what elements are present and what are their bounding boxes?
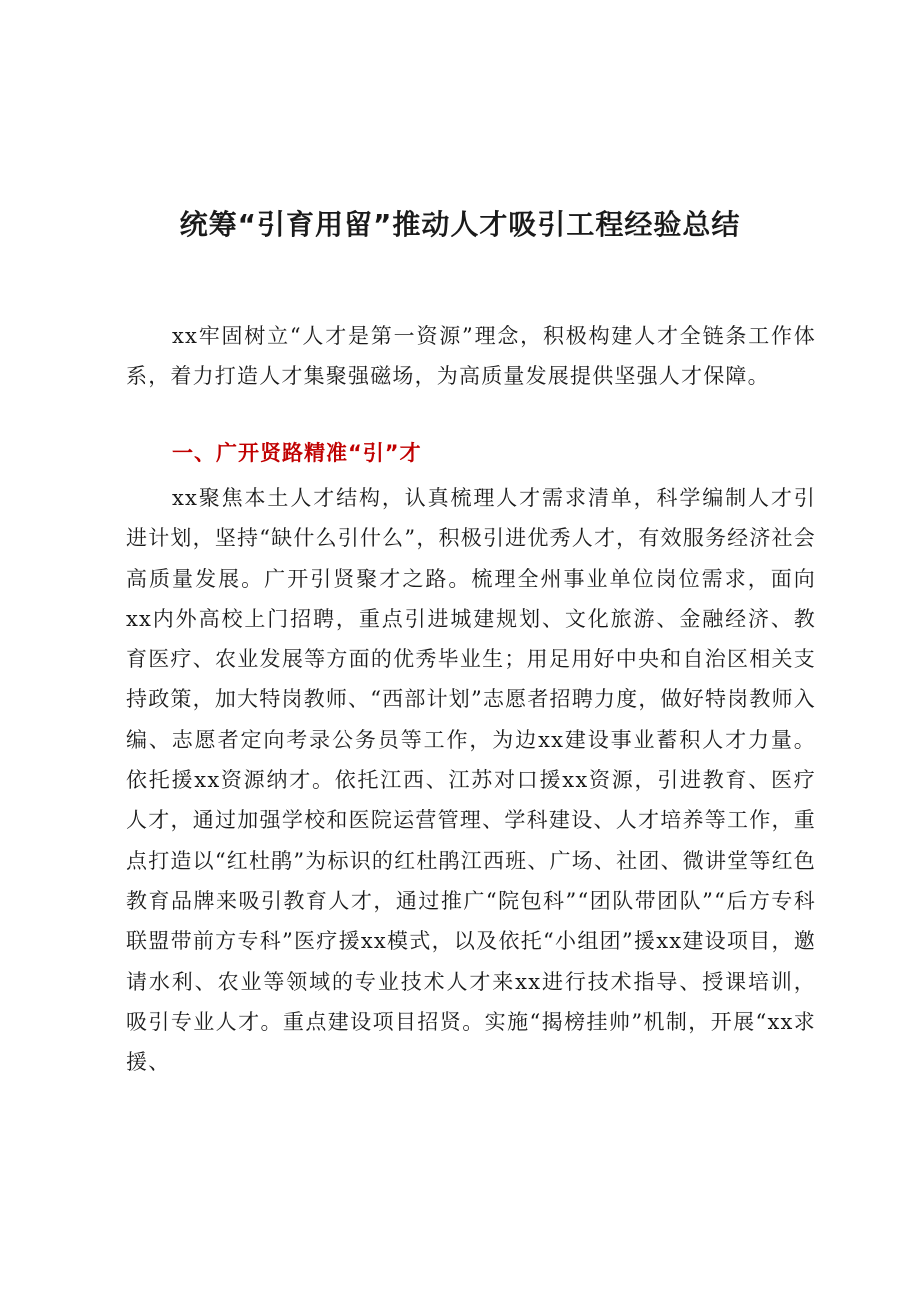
document-title: 统筹“引育用留”推动人才吸引工程经验总结 bbox=[179, 207, 741, 241]
intro-paragraph: xx牢固树立“人才是第一资源”理念，积极构建人才全链条工作体系，着力打造人才集聚强磁场，为高质量发展提供坚强人才保障。 bbox=[126, 324, 816, 389]
section-heading-1: 一、广开贤路精准“引”才 bbox=[172, 441, 422, 465]
section-paragraph-1: xx聚焦本土人才结构，认真梳理人才需求清单，科学编制人才引进计划，坚持“缺什么引什么”，积极引进优秀人才，有效服务经济社会高质量发展。广开引贤聚才之路。梳理全州事业单位岗位需求，面向xx内外高校上门招聘，重点引进城建规划、文化旅游、金融经济、教育医疗、农业发展等方面的优秀毕业生；用足用好中央和自治区相关支持政策，加大特岗教师、“西部计划”志愿者招聘力度，做好特岗教师入编、志愿者定向考录公务员等工作，为边xx建设事业蓄积人才力量。依托援xx资源纳才。依托江西、江苏对口援xx资源，引进教育、医疗人才，通过加强学校和医院运营管理、学科建设、人才培养等工作，重点打造以“红杜鹃”为标识的红杜鹃江西班、广场、社团、微讲堂等红色教育品牌来吸引教育人才，通过推广“院包科”“团队带团队”“后方专科联盟带前方专科”医疗援xx模式，以及依托“小组团”援xx建设项目，邀请水利、农业等领域的专业技术人才来xx进行技术指导、授课培训，吸引专业人才。重点建设项目招贤。实施“揭榜挂帅”机制，开展“xx求援、 bbox=[126, 486, 816, 1075]
